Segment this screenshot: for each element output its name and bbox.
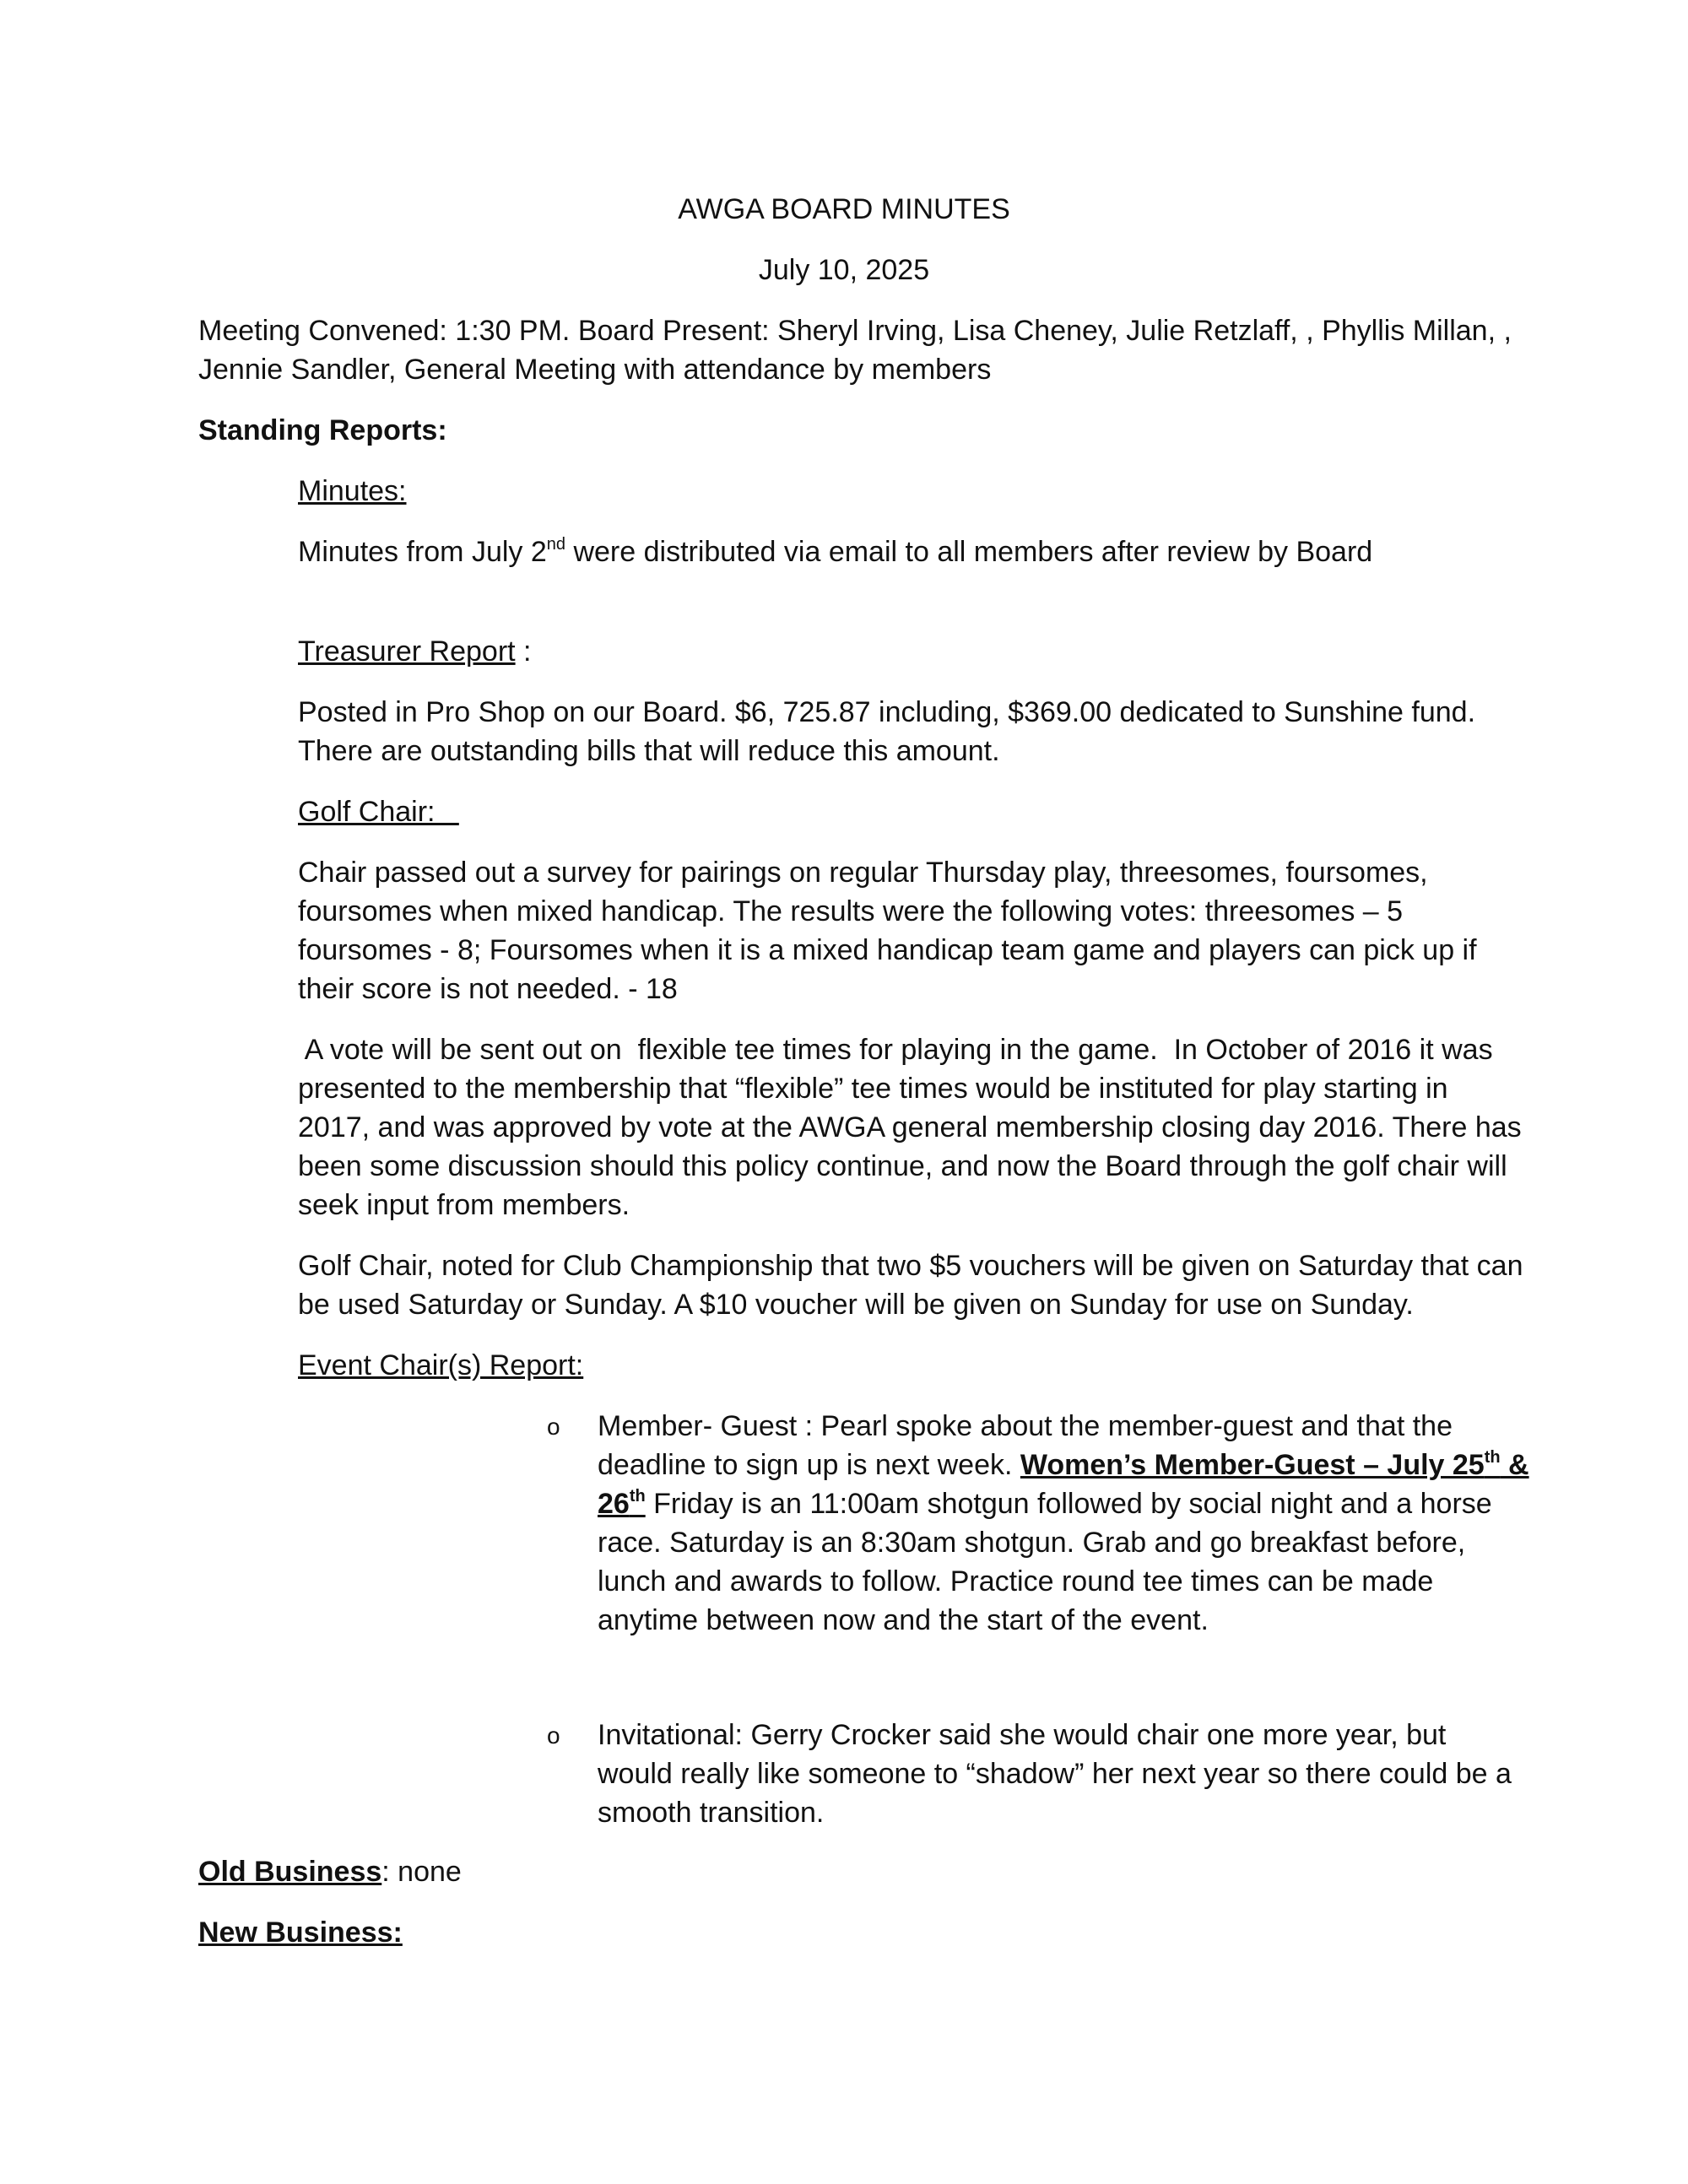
golf-chair-para2-line-4: been some discussion should this policy continue, and now the Board through the golf chair will [298,1150,1507,1182]
member-guest-line-1: Member- Guest : Pearl spoke about the member-guest and that the [598,1410,1453,1442]
golf-chair-heading: Golf Chair: [298,796,459,828]
member-guest-line-6: anytime between now and the start of the event. [598,1604,1209,1636]
member-guest-event-name: Women’s Member-Guest – July 25th & [1020,1448,1529,1481]
bullet-member-guest: o [547,1414,560,1440]
golf-chair-para1-line-1: Chair passed out a survey for pairings on regular Thursday play, threesomes, foursomes, [298,857,1428,889]
golf-chair-para1-line-4: their score is not needed. - 18 [298,973,678,1005]
treasurer-heading: Treasurer Report : [298,635,532,668]
member-guest-line-5: lunch and awards to follow. Practice round tee times can be made [598,1565,1434,1597]
golf-chair-para1-line-2: foursomes when mixed handicap. The results were the following votes: threesomes – 5 [298,895,1404,927]
golf-chair-para1-line-3: foursomes - 8; Foursomes when it is a mixed handicap team game and players can pick up if [298,934,1477,966]
golf-chair-para3-line-2: be used Saturday or Sunday. A $10 voucher will be given on Sunday for use on Sunday. [298,1289,1414,1321]
member-guest-line-2: deadline to sign up is next week. Women’s Member-Guest – July 25th & [598,1448,1529,1481]
golf-chair-para3-line-1: Golf Chair, noted for Club Championship that two $5 vouchers will be given on Saturday that can [298,1250,1523,1282]
standing-reports-heading: Standing Reports: [198,414,447,446]
old-business-value: : none [381,1856,462,1888]
golf-chair-para2-line-5: seek input from members. [298,1189,630,1221]
new-business-heading: New Business: [198,1916,403,1949]
golf-chair-para2-line-2: presented to the membership that “flexible” tee times would be instituted for play starting in [298,1073,1448,1105]
bullet-invitational: o [547,1722,560,1749]
document-date: July 10, 2025 [758,254,930,286]
member-guest-line-3: 26th Friday is an 11:00am shotgun followed by social night and a horse [598,1487,1492,1520]
golf-chair-para2-line-3: 2017, and was approved by vote at the AWGA general membership closing day 2016. There has [298,1111,1522,1143]
invitational-line-1: Invitational: Gerry Crocker said she would chair one more year, but [598,1719,1447,1751]
invitational-line-2: would really like someone to “shadow” her next year so there could be a [598,1758,1512,1790]
minutes-text: Minutes from July 2nd were distributed via email to all members after review by Board [298,535,1373,568]
treasurer-line-2: There are outstanding bills that will reduce this amount. [298,735,1000,767]
document-title: AWGA BOARD MINUTES [678,193,1010,225]
intro-line-2: Jennie Sandler, General Meeting with attendance by members [198,354,992,386]
old-business [198,1853,462,1891]
invitational-line-3: smooth transition. [598,1797,825,1829]
event-chair-heading: Event Chair(s) Report: [298,1349,584,1381]
minutes-heading: Minutes: [298,475,407,507]
treasurer-line-1: Posted in Pro Shop on our Board. $6, 725.87 including, $369.00 dedicated to Sunshine fund. [298,696,1476,728]
member-guest-line-4: race. Saturday is an 8:30am shotgun. Grab and go breakfast before, [598,1527,1466,1559]
intro-line-1: Meeting Convened: 1:30 PM. Board Present: Sheryl Irving, Lisa Cheney, Julie Retzlaff, , Phyllis Millan, , [198,315,1512,347]
old-business-heading: Old Business [198,1856,382,1888]
golf-chair-para2-line-1: A vote will be sent out on flexible tee times for playing in the game. In October of 2016 it was [298,1034,1493,1066]
